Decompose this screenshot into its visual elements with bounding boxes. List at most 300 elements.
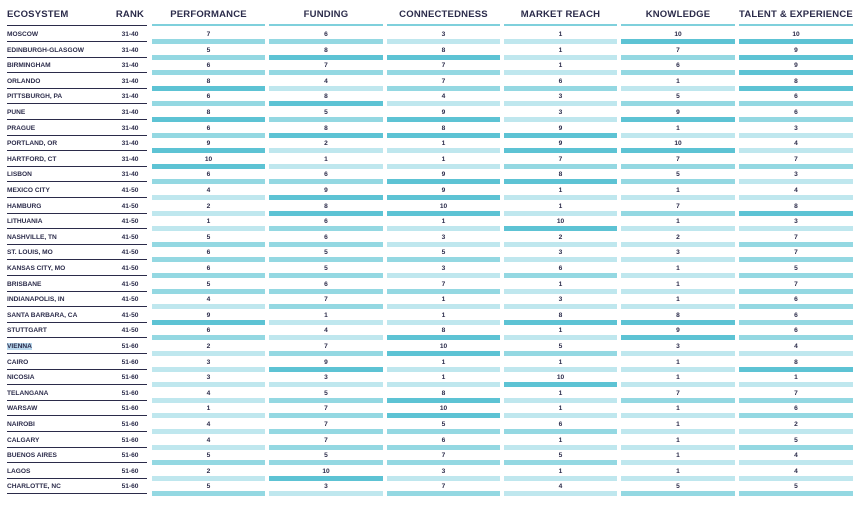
talent-experience-score-value: 7 [794, 249, 798, 257]
ecosystem-name [7, 342, 113, 351]
knowledge-score [621, 92, 735, 108]
market-reach-score [504, 30, 617, 46]
row-divider [7, 88, 147, 89]
market-reach-score-bar [504, 148, 617, 153]
market-reach-score-value: 1 [558, 327, 563, 335]
connectedness-score [387, 280, 500, 296]
funding-score-value: 7 [324, 421, 328, 428]
connectedness-score [387, 467, 500, 483]
performance-score [152, 170, 265, 186]
funding-score-bar [269, 320, 383, 325]
knowledge-score [621, 451, 735, 467]
performance-score-value: 8 [206, 77, 211, 85]
performance-score [152, 389, 265, 405]
rank-value: 41-50 [121, 233, 139, 241]
knowledge-score [621, 217, 735, 233]
talent-experience-score [739, 46, 853, 62]
market-reach-score-value: 5 [558, 343, 563, 350]
funding-score-bar [269, 195, 383, 200]
market-reach-score-bar [504, 117, 617, 122]
funding-score-bar [269, 101, 383, 106]
table-row [0, 420, 860, 436]
knowledge-score-bar [621, 304, 735, 309]
talent-experience-score [739, 155, 853, 171]
knowledge-score-bar [621, 148, 735, 153]
knowledge-score-value: 7 [676, 389, 680, 397]
talent-experience-score-value: 4 [794, 452, 798, 460]
performance-score [152, 451, 265, 467]
connectedness-score [387, 170, 500, 186]
connectedness-score-bar [387, 179, 500, 184]
performance-score [152, 311, 265, 327]
market-reach-score-value: 1 [558, 31, 563, 38]
market-reach-score-bar [504, 273, 617, 278]
rank-value: 31-40 [121, 93, 139, 101]
funding-score-value: 10 [322, 467, 330, 475]
market-reach-score-bar [504, 195, 617, 200]
market-reach-score [504, 264, 617, 280]
knowledge-score-bar [621, 211, 735, 216]
funding-score-bar [269, 429, 383, 434]
rank-value: 41-50 [121, 280, 139, 288]
talent-experience-score-value: 6 [794, 109, 798, 116]
performance-score-bar [152, 101, 265, 106]
funding-score-bar [269, 351, 383, 356]
talent-experience-score-value: 7 [794, 233, 798, 241]
knowledge-score-value: 1 [676, 280, 680, 288]
funding-score-bar [269, 257, 383, 262]
knowledge-score-value: 5 [676, 93, 680, 101]
talent-experience-score-bar [739, 304, 853, 309]
connectedness-score-value: 1 [441, 218, 446, 226]
knowledge-score [621, 358, 735, 374]
performance-score-value: 8 [206, 109, 211, 116]
row-divider [7, 369, 147, 370]
ecosystem-name-text: HARTFORD, CT [7, 155, 57, 163]
connectedness-score-bar [387, 39, 500, 44]
talent-experience-score [739, 482, 853, 498]
connectedness-score-value: 7 [441, 483, 446, 491]
ecosystem-name [7, 92, 113, 101]
connectedness-score-value: 3 [441, 31, 446, 38]
performance-score-bar [152, 460, 265, 465]
performance-score [152, 373, 265, 389]
connectedness-score-bar [387, 148, 500, 153]
ecosystem-name-text: LITHUANIA [7, 218, 43, 226]
market-reach-score [504, 311, 617, 327]
ecosystem-name-text: NICOSIA [7, 374, 35, 382]
rank-value: 51-60 [121, 358, 139, 366]
market-reach-score [504, 342, 617, 358]
market-reach-score-bar [504, 133, 617, 138]
talent-experience-score-value: 6 [794, 327, 798, 335]
performance-score-value: 4 [206, 296, 211, 304]
performance-score-value: 5 [206, 233, 211, 241]
performance-score-bar [152, 335, 265, 340]
row-divider [7, 244, 147, 245]
performance-score-bar [152, 367, 265, 372]
talent-experience-score [739, 202, 853, 218]
market-reach-score-value: 1 [558, 389, 563, 397]
market-reach-score-value: 3 [558, 296, 563, 304]
funding-score-value: 6 [324, 233, 328, 241]
funding-score [269, 170, 383, 186]
ecosystem-name-text: CAIRO [7, 358, 29, 366]
performance-score [152, 295, 265, 311]
ecosystem-name [7, 217, 113, 226]
connectedness-score-bar [387, 429, 500, 434]
knowledge-score-value: 2 [676, 233, 680, 241]
talent-experience-score [739, 248, 853, 264]
talent-experience-score-bar [739, 55, 853, 60]
rank-value: 31-40 [121, 46, 139, 54]
ecosystem-name-text: PUNE [7, 109, 26, 116]
performance-score-value: 4 [206, 389, 211, 397]
row-divider [7, 181, 147, 182]
knowledge-score [621, 420, 735, 436]
connectedness-score-value: 5 [441, 249, 446, 257]
header-underline [621, 24, 735, 26]
connectedness-score-value: 8 [441, 124, 446, 132]
rank-value: 41-50 [121, 202, 139, 210]
row-divider [7, 119, 147, 120]
market-reach-score-value: 1 [558, 46, 563, 54]
knowledge-score-bar [621, 55, 735, 60]
market-reach-score [504, 482, 617, 498]
funding-score-bar [269, 335, 383, 340]
knowledge-score [621, 77, 735, 93]
connectedness-score-value: 5 [441, 421, 446, 428]
connectedness-score [387, 124, 500, 140]
header-knowledge: KNOWLEDGE [645, 9, 711, 20]
ecosystem-name [7, 389, 113, 398]
market-reach-score [504, 436, 617, 452]
rank-value: 41-50 [121, 218, 139, 226]
connectedness-score-bar [387, 257, 500, 262]
row-divider [7, 478, 147, 479]
performance-score-bar [152, 476, 265, 481]
connectedness-score [387, 202, 500, 218]
knowledge-score [621, 373, 735, 389]
funding-score [269, 295, 383, 311]
connectedness-score-bar [387, 164, 500, 169]
knowledge-score-value: 8 [676, 311, 680, 319]
funding-score [269, 92, 383, 108]
row-divider [7, 72, 147, 73]
connectedness-score-bar [387, 133, 500, 138]
table-row [0, 233, 860, 249]
market-reach-score-bar [504, 445, 617, 450]
funding-score-value: 5 [324, 249, 328, 257]
ecosystem-name [7, 139, 113, 148]
performance-score [152, 46, 265, 62]
ecosystem-name-text: ORLANDO [7, 77, 41, 85]
connectedness-score-value: 1 [441, 358, 446, 366]
talent-experience-score-value: 7 [794, 155, 798, 163]
funding-score-value: 1 [324, 155, 328, 163]
connectedness-score [387, 436, 500, 452]
talent-experience-score [739, 108, 853, 124]
market-reach-score-bar [504, 179, 617, 184]
knowledge-score-bar [621, 320, 735, 325]
performance-score [152, 358, 265, 374]
talent-experience-score-value: 4 [794, 467, 798, 475]
rank-value: 41-50 [121, 249, 139, 257]
ecosystem-name-text: SANTA BARBARA, CA [7, 311, 78, 319]
performance-score-value: 5 [206, 452, 211, 460]
funding-score-value: 1 [324, 311, 328, 319]
talent-experience-score-bar [739, 367, 853, 372]
talent-experience-score [739, 124, 853, 140]
row-divider [7, 166, 147, 167]
table-row [0, 280, 860, 296]
ecosystem-name [7, 108, 113, 117]
connectedness-score-value: 3 [441, 467, 446, 475]
row-divider [7, 213, 147, 214]
talent-experience-score [739, 186, 853, 202]
funding-score-value: 7 [324, 436, 328, 444]
funding-score-bar [269, 55, 383, 60]
performance-score-value: 7 [206, 31, 211, 38]
table-row [0, 482, 860, 498]
knowledge-score [621, 155, 735, 171]
connectedness-score-bar [387, 242, 500, 247]
funding-score-value: 6 [324, 31, 328, 38]
talent-experience-score-value: 9 [794, 46, 798, 54]
rank-value: 31-40 [121, 109, 139, 116]
market-reach-score-value: 5 [558, 452, 563, 460]
talent-experience-score [739, 373, 853, 389]
row-divider [7, 306, 147, 307]
market-reach-score [504, 46, 617, 62]
ecosystem-name [7, 155, 113, 164]
market-reach-score [504, 108, 617, 124]
knowledge-score-bar [621, 429, 735, 434]
talent-experience-score [739, 404, 853, 420]
row-divider [7, 57, 147, 58]
knowledge-score-value: 1 [676, 296, 680, 304]
market-reach-score-value: 4 [558, 483, 563, 491]
market-reach-score [504, 326, 617, 342]
knowledge-score-bar [621, 195, 735, 200]
funding-score [269, 155, 383, 171]
knowledge-score-bar [621, 413, 735, 418]
knowledge-score-value: 1 [676, 218, 680, 226]
connectedness-score-value: 3 [441, 265, 446, 272]
connectedness-score [387, 30, 500, 46]
talent-experience-score [739, 467, 853, 483]
connectedness-score [387, 77, 500, 93]
market-reach-score-bar [504, 476, 617, 481]
knowledge-score [621, 139, 735, 155]
performance-score [152, 202, 265, 218]
market-reach-score [504, 92, 617, 108]
connectedness-score-bar [387, 195, 500, 200]
funding-score-bar [269, 117, 383, 122]
row-divider [7, 431, 147, 432]
ecosystem-name [7, 264, 113, 273]
knowledge-score-bar [621, 289, 735, 294]
ecosystem-name-text: PORTLAND, OR [7, 140, 58, 148]
row-divider [7, 447, 147, 448]
connectedness-score-bar [387, 289, 500, 294]
ecosystem-name [7, 326, 113, 335]
talent-experience-score-value: 5 [794, 265, 798, 272]
knowledge-score [621, 264, 735, 280]
ecosystem-name-text: TELANGANA [7, 389, 49, 397]
funding-score [269, 482, 383, 498]
funding-score-value: 5 [324, 389, 328, 397]
table-row [0, 342, 860, 358]
performance-score [152, 326, 265, 342]
table-row [0, 373, 860, 389]
performance-score-bar [152, 320, 265, 325]
market-reach-score [504, 280, 617, 296]
funding-score-bar [269, 273, 383, 278]
market-reach-score-bar [504, 460, 617, 465]
ecosystem-name-text: CALGARY [7, 436, 40, 444]
funding-score-bar [269, 289, 383, 294]
row-divider [7, 384, 147, 385]
knowledge-score-value: 1 [676, 436, 680, 444]
ecosystem-name-text: MOSCOW [7, 31, 39, 38]
funding-score-value: 8 [324, 46, 328, 54]
ecosystem-name [7, 358, 113, 367]
connectedness-score-value: 8 [441, 389, 446, 397]
header-rank: RANK [115, 9, 145, 20]
market-reach-score-bar [504, 211, 617, 216]
market-reach-score-bar [504, 351, 617, 356]
funding-score-bar [269, 367, 383, 372]
knowledge-score [621, 342, 735, 358]
performance-score-value: 2 [206, 202, 211, 210]
connectedness-score-value: 7 [441, 280, 446, 288]
market-reach-score-bar [504, 335, 617, 340]
row-divider [7, 415, 147, 416]
table-row [0, 202, 860, 218]
knowledge-score [621, 108, 735, 124]
performance-score [152, 467, 265, 483]
header-ecosystem: ECOSYSTEM [7, 9, 69, 20]
ecosystem-name [7, 170, 113, 179]
performance-score-value: 10 [204, 155, 213, 163]
header-funding: FUNDING [303, 9, 349, 20]
knowledge-score [621, 326, 735, 342]
market-reach-score [504, 202, 617, 218]
ecosystem-name [7, 311, 113, 320]
knowledge-score [621, 46, 735, 62]
talent-experience-score [739, 217, 853, 233]
performance-score-value: 2 [206, 343, 211, 350]
connectedness-score-value: 4 [441, 93, 446, 101]
connectedness-score-bar [387, 101, 500, 106]
funding-score [269, 326, 383, 342]
table-row [0, 467, 860, 483]
knowledge-score-value: 1 [676, 452, 680, 460]
market-reach-score-bar [504, 367, 617, 372]
performance-score-value: 6 [206, 327, 211, 335]
ecosystem-name-text: BRISBANE [7, 280, 42, 288]
market-reach-score [504, 467, 617, 483]
ecosystem-name [7, 436, 113, 445]
market-reach-score-value: 10 [556, 374, 565, 382]
connectedness-score-bar [387, 320, 500, 325]
funding-score-bar [269, 179, 383, 184]
performance-score-value: 6 [206, 93, 211, 101]
performance-score-value: 6 [206, 265, 211, 272]
knowledge-score [621, 61, 735, 77]
table-row [0, 264, 860, 280]
performance-score-value: 9 [206, 311, 211, 319]
ecosystem-name [7, 373, 113, 382]
market-reach-score-bar [504, 320, 617, 325]
ecosystem-name [7, 248, 113, 257]
funding-score [269, 342, 383, 358]
market-reach-score-value: 10 [556, 218, 565, 226]
ecosystem-name-text: INDIANAPOLIS, IN [7, 296, 65, 304]
performance-score-value: 6 [206, 62, 211, 70]
knowledge-score-value: 1 [676, 405, 680, 413]
knowledge-score [621, 186, 735, 202]
market-reach-score-value: 6 [558, 77, 563, 85]
funding-score [269, 264, 383, 280]
performance-score [152, 108, 265, 124]
performance-score-value: 6 [206, 124, 211, 132]
connectedness-score [387, 420, 500, 436]
table-row [0, 451, 860, 467]
connectedness-score-value: 1 [441, 374, 446, 382]
connectedness-score-bar [387, 226, 500, 231]
funding-score [269, 217, 383, 233]
rank-value: 31-40 [121, 124, 139, 132]
talent-experience-score-value: 10 [792, 31, 800, 38]
performance-score-value: 4 [206, 421, 211, 428]
funding-score-value: 5 [324, 452, 328, 460]
connectedness-score-bar [387, 70, 500, 75]
talent-experience-score-value: 4 [794, 140, 798, 148]
funding-score [269, 373, 383, 389]
rank-value: 41-50 [121, 265, 139, 272]
ecosystem-name [7, 467, 113, 476]
performance-score-value: 5 [206, 483, 211, 491]
market-reach-score-value: 3 [558, 109, 563, 116]
funding-score-value: 8 [324, 202, 328, 210]
market-reach-score-value: 8 [558, 311, 563, 319]
funding-score-bar [269, 39, 383, 44]
funding-score [269, 233, 383, 249]
table-row [0, 389, 860, 405]
funding-score-bar [269, 398, 383, 403]
funding-score-value: 7 [324, 62, 328, 70]
funding-score-value: 6 [324, 280, 328, 288]
knowledge-score-bar [621, 164, 735, 169]
performance-score-bar [152, 164, 265, 169]
knowledge-score-value: 5 [676, 171, 680, 179]
market-reach-score-bar [504, 242, 617, 247]
knowledge-score-bar [621, 273, 735, 278]
rank-value: 41-50 [121, 296, 139, 304]
rank-value: 51-60 [121, 436, 139, 444]
knowledge-score-value: 1 [676, 265, 680, 272]
knowledge-score-value: 3 [676, 249, 680, 257]
talent-experience-score [739, 280, 853, 296]
talent-experience-score-bar [739, 86, 853, 91]
ecosystem-name-text: NASHVILLE, TN [7, 233, 57, 241]
knowledge-score-bar [621, 398, 735, 403]
connectedness-score-value: 7 [441, 77, 446, 85]
market-reach-score [504, 248, 617, 264]
connectedness-score-bar [387, 476, 500, 481]
